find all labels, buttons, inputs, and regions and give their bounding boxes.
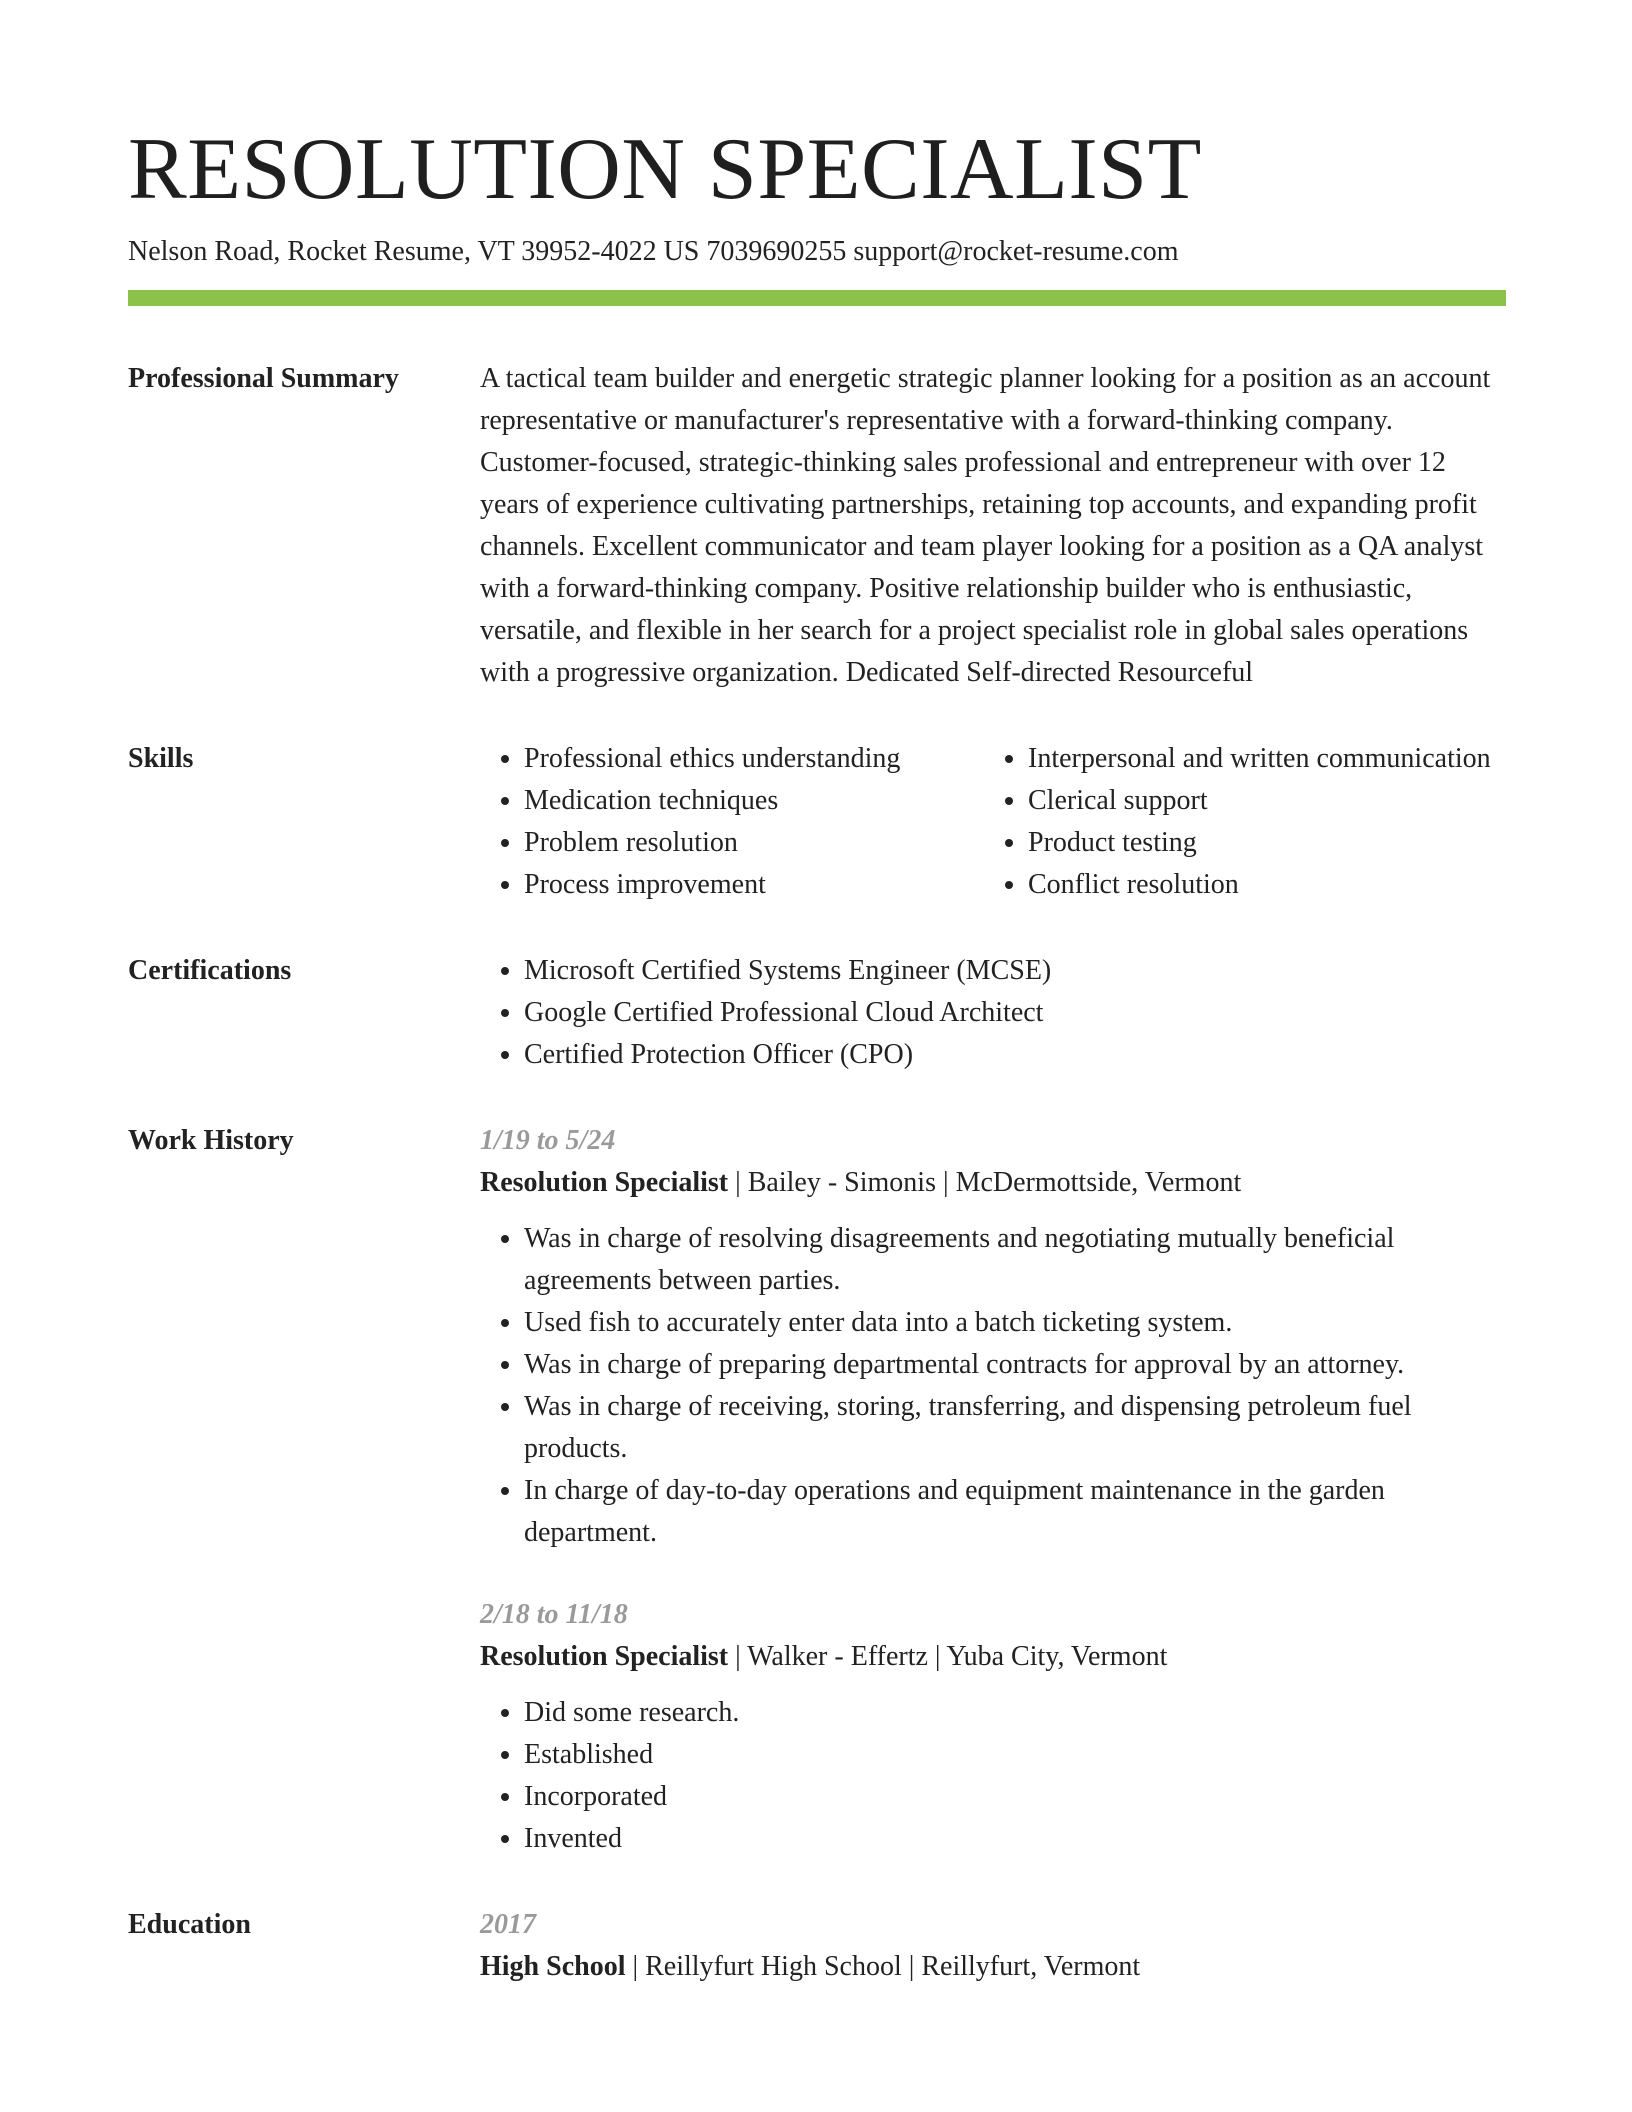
- education-section: [128, 1904, 1506, 1988]
- job-duty-item: • Did some research.: [524, 1692, 1506, 1734]
- job-date: 2/18 to 11/18: [480, 1599, 628, 1630]
- job-entry: [480, 1120, 1506, 1554]
- certification-item: • Microsoft Certified Systems Engineer (MCSE): [524, 950, 1506, 992]
- skill-item: • Professional ethics understanding: [524, 738, 984, 780]
- work-history-section: [128, 1120, 1506, 1860]
- job-date: 1/19 to 5/24: [480, 1125, 616, 1156]
- summary-text: A tactical team builder and energetic strategic planner looking for a position as an account representative or manufacturer's representative with a forward-thinking company. Customer-focused, strategic-thinking sales professional and entrepreneur with over 12 years of experience cultivating partnerships, retaining top accounts, and expanding profit channels. Excellent communicator and team player looking for a position as a QA analyst with a forward-thinking company. Positive relationship builder who is enthusiastic, versatile, and flexible in her search for a project specialist role in global sales operations with a progressive organization. Dedicated Self-directed Resourceful: [480, 363, 1491, 688]
- job-duty-item: • Established: [524, 1734, 1506, 1776]
- job-duties-list: [480, 1692, 1506, 1860]
- job-title: Resolution Specialist: [480, 1167, 729, 1198]
- section-label-skills: Skills: [128, 743, 194, 774]
- skill-item: • Medication techniques: [524, 780, 984, 822]
- job-title: Resolution Specialist: [480, 1641, 729, 1672]
- skills-list-left: [480, 738, 984, 906]
- job-duty-item: • Incorporated: [524, 1776, 1506, 1818]
- skills-section: [128, 738, 1506, 906]
- resume-page: [128, 118, 1506, 1988]
- education-line: [480, 1946, 1506, 1988]
- job-details: | Bailey - Simonis | McDermottside, Vermont: [728, 1167, 1242, 1198]
- education-title: High School: [480, 1951, 626, 1982]
- summary-section: [128, 358, 1506, 694]
- certifications-list: [480, 950, 1506, 1076]
- skill-item: • Product testing: [1028, 822, 1491, 864]
- job-duty-item: • In charge of day-to-day operations and equipment maintenance in the garden department.: [524, 1470, 1506, 1554]
- job-duty-item: • Was in charge of preparing departmental contracts for approval by an attorney.: [524, 1344, 1506, 1386]
- resume-name: RESOLUTION SPECIALIST: [128, 121, 1202, 218]
- education-date: 2017: [480, 1909, 536, 1940]
- skills-list-right: [984, 738, 1491, 906]
- job-duty-item: • Invented: [524, 1818, 1506, 1860]
- job-duty-item: • Used fish to accurately enter data into a batch ticketing system.: [524, 1302, 1506, 1344]
- header-divider: [128, 290, 1506, 306]
- job-role-line: [480, 1162, 1506, 1204]
- section-label-certifications: Certifications: [128, 955, 292, 986]
- skill-item: • Process improvement: [524, 864, 984, 906]
- job-role-line: [480, 1636, 1506, 1678]
- job-details: | Walker - Effertz | Yuba City, Vermont: [728, 1641, 1168, 1672]
- job-duties-list: [480, 1218, 1506, 1554]
- certification-item: • Google Certified Professional Cloud Architect: [524, 992, 1506, 1034]
- job-duty-item: • Was in charge of resolving disagreements and negotiating mutually beneficial agreements between parties.: [524, 1218, 1506, 1302]
- job-entry: [480, 1594, 1506, 1860]
- skill-item: • Conflict resolution: [1028, 864, 1491, 906]
- section-label-work-history: Work History: [128, 1125, 294, 1156]
- section-label-education: Education: [128, 1909, 251, 1940]
- certifications-section: [128, 950, 1506, 1076]
- contact-info: Nelson Road, Rocket Resume, VT 39952-4022 US 7039690255 support@rocket-resume.com: [128, 236, 1179, 267]
- skill-item: • Problem resolution: [524, 822, 984, 864]
- skill-item: • Interpersonal and written communication: [1028, 738, 1491, 780]
- certification-item: • Certified Protection Officer (CPO): [524, 1034, 1506, 1076]
- job-duty-item: • Was in charge of receiving, storing, transferring, and dispensing petroleum fuel products.: [524, 1386, 1506, 1470]
- education-details: | Reillyfurt High School | Reillyfurt, Vermont: [625, 1951, 1141, 1982]
- section-label-summary: Professional Summary: [128, 363, 399, 394]
- skill-item: • Clerical support: [1028, 780, 1491, 822]
